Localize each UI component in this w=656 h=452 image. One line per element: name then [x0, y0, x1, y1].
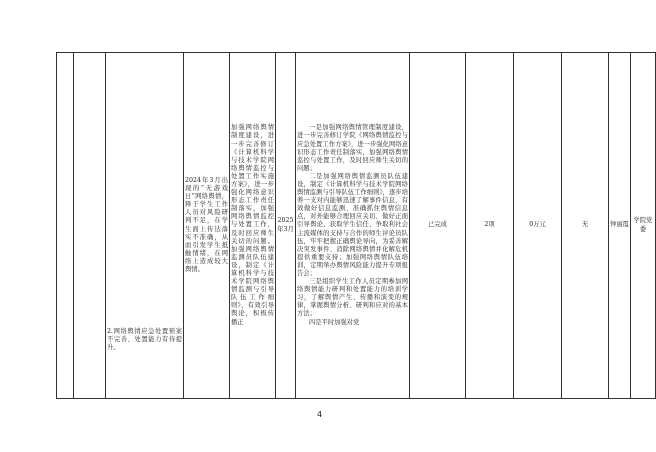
count-text: 2项: [484, 221, 495, 229]
blank-cell-index: [57, 53, 74, 399]
person-text: 钟丽霞: [610, 221, 629, 229]
amount-cell: [514, 53, 562, 399]
blank-cell-category: [74, 53, 106, 399]
problem-detail-cell: [184, 53, 230, 399]
unit-cell: [631, 53, 656, 399]
measure-2: 二是加强网络舆情监测员队伍建设，制定《计算机科学与技术学院网络舆情监测与引导队伍工作细则》，逐步培养一支对内能够迅速了解事件信息、有效做好信息监测、准确抓住舆情信息点，对外能够合理回应关切、做好正面引导舆论、获取学生信任、争取利社会主流媒体的支持与合作的师生评论员队伍，牢牢把握正确舆论导向，为妥善解决突发事件、消除网络舆情并化解危机提供重要支持；加强网络舆情队伍培训，定期举办舆情风险能力提升专项报告会；: [297, 172, 408, 278]
issue-cell: [106, 53, 184, 399]
issue-text: 2.网络舆情应急处置预案不完善、处置能力有待提升。: [107, 327, 182, 351]
measures-short-cell: [230, 53, 276, 399]
measure-3: 三是组织学生工作人员定期参加网络舆情能力研判和处置能力的培训学习，了解舆情产生、传播和演变的规律，掌握舆情分析、研判和应对的基本方法；: [297, 278, 408, 318]
count-cell: [466, 53, 514, 399]
page-number: 4: [316, 410, 323, 419]
unit-text: 学院党委: [633, 217, 653, 233]
measures-detail-cell: [296, 53, 410, 399]
none-text: 无: [581, 221, 589, 229]
measures-short-text: 加强网络舆情制度建设，进一步完善修订《计算机科学与技术学院网络舆情监控与处置工作实施方案》，进一步强化网络意识形态工作责任制落实，加强网络舆情监控与处置工作，及时回应师生关切的问题。加强网络舆情监测员队伍建设，制定《计算机科学与技术学院网络舆情监测与引导队伍工作细则》，有效引导舆论，积极传播正: [231, 124, 274, 326]
rectification-table: [56, 52, 656, 399]
status-cell: [410, 53, 466, 399]
table-row: [57, 53, 656, 399]
none-cell: [562, 53, 609, 399]
person-cell: [609, 53, 631, 399]
measures-detail: [297, 124, 408, 326]
measure-4: 四是平时加强对党: [309, 318, 360, 326]
measure-1: 一是加强网络舆情管理制度建设，进一步完善修订学院《网络舆情监控与应急处置工作方案》，进一步强化网络意识形态工作责任制落实，加强网络舆情监控与处置工作，及时回应师生关切的问题；: [297, 124, 408, 172]
deadline-text: 2025年3月: [277, 217, 294, 233]
status-text: 已完成: [428, 221, 447, 229]
problem-detail-text: 2024年3月出现的“无游戏日”网络舆情，释于学生工作人员对风险研判不足，在学生面上传达落实不准确，从而引发学生抵触情绪，在网络上造成较大舆情。: [185, 176, 228, 273]
amount-text: 0万元: [529, 221, 546, 229]
deadline-cell: [276, 53, 296, 399]
